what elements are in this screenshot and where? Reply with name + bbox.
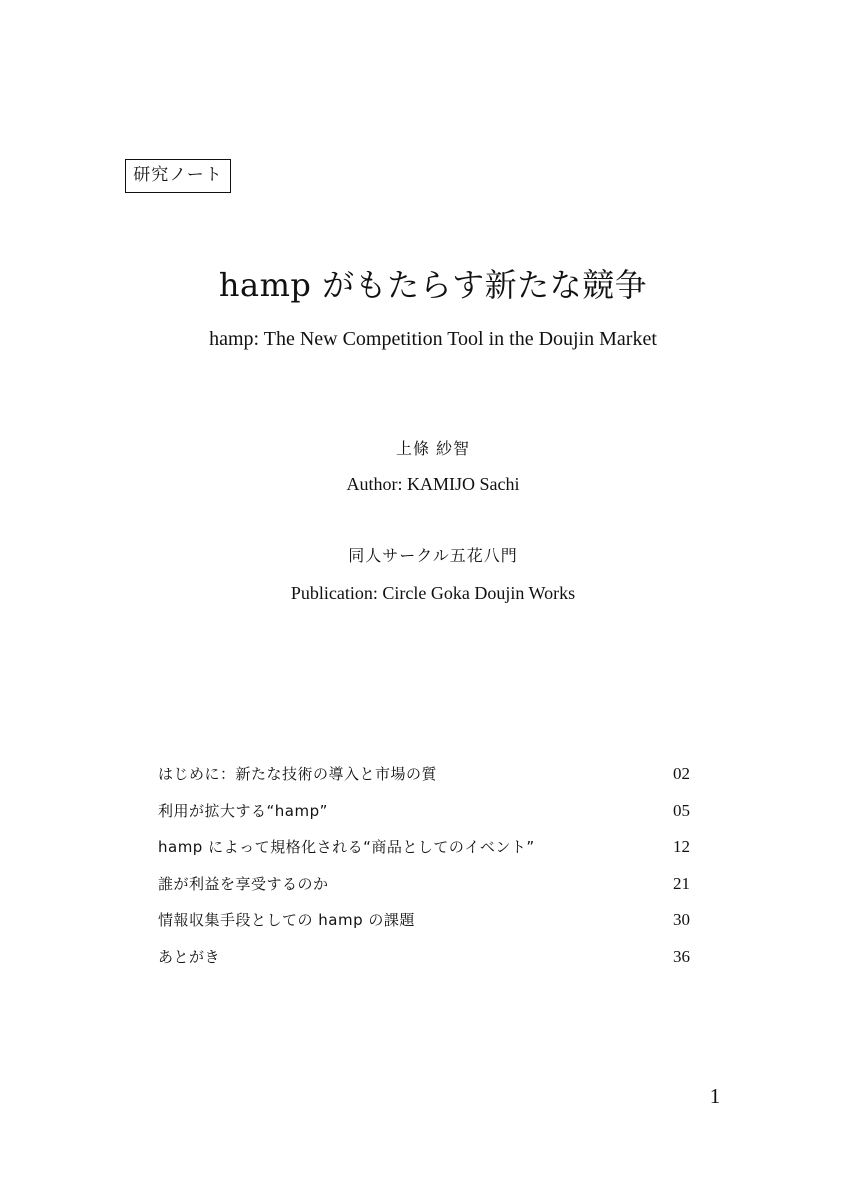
toc-entry-title: はじめに：新たな技術の導入と市場の質 <box>158 765 438 783</box>
toc-entry <box>158 943 690 980</box>
document-title: hamp がもたらす新たな競争 <box>218 266 648 304</box>
publication-name-en: Publication: Circle Goka Doujin Works <box>290 583 576 603</box>
toc-entry-page: 02 <box>673 764 690 783</box>
toc-entry-title: 誰が利益を享受するのか <box>158 874 329 893</box>
page-number: 1 <box>709 1084 721 1108</box>
toc-entry <box>158 870 690 907</box>
toc-entry-title: あとがき <box>158 947 221 966</box>
toc-entry <box>158 833 690 870</box>
toc-entry-title: 情報収集手段としての hamp の課題 <box>158 911 415 929</box>
table-of-contents <box>158 760 690 979</box>
toc-entry-page: 05 <box>673 800 690 820</box>
publication-name-jp: 同人サークル五花八門 <box>348 546 518 565</box>
toc-entry <box>158 760 690 797</box>
document-subtitle: hamp: The New Competition Tool in the Doujin Market <box>209 328 657 350</box>
toc-entry-page: 21 <box>673 873 690 893</box>
toc-entry-title: hamp によって規格化される“商品としてのイベント” <box>158 838 535 856</box>
category-label: 研究ノート <box>125 159 231 193</box>
author-name-jp: 上條 紗智 <box>395 439 471 458</box>
toc-entry <box>158 906 690 943</box>
toc-entry-page: 36 <box>673 946 690 966</box>
author-name-en: Author: KAMIJO Sachi <box>346 474 520 494</box>
toc-entry <box>158 797 690 834</box>
toc-entry-title: 利用が拡大する“hamp” <box>158 801 328 820</box>
toc-entry-page: 30 <box>673 910 690 929</box>
toc-entry-page: 12 <box>673 837 690 856</box>
